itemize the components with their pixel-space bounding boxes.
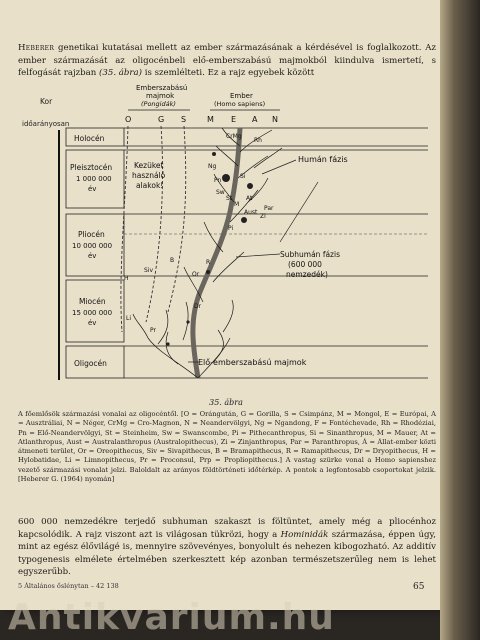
time-scale-label: időarányosan: [22, 120, 70, 128]
body-text-2: származása, éppen úgy, mint az egész élővilágé is, mennyire szövevényes, bonyolult és nehezen kibogozható. Az additív typogenesis elmélete értelmében szerkesztett kép azonban természetszerűleg nem is lehet egyszerűbb.: [18, 529, 436, 578]
epoch-holocene: Holocén: [74, 134, 105, 143]
node-label-si: Si: [240, 173, 246, 180]
node-label-b: B: [170, 257, 175, 264]
epoch-miocene: Miocén: [79, 297, 106, 306]
letter-e: E: [231, 115, 237, 124]
epoch-pleistocene: Pleisztocén: [70, 163, 113, 172]
phylogeny-figure: [18, 82, 438, 402]
epoch-miocene-unit: év: [88, 319, 97, 327]
node-label-pi: Pi: [228, 225, 234, 232]
tree-dots: [166, 152, 253, 346]
epoch-pleistocene-unit: év: [88, 185, 97, 193]
node-label-ng: Ng: [208, 163, 217, 170]
epoch-pliocene: Pliocén: [78, 230, 105, 239]
node-label-li: Li: [126, 315, 132, 322]
epoch-pliocene-years: 10 000 000: [72, 242, 113, 250]
intro-text-1: genetikai kutatásai mellett az ember származásának a kérdésével is foglalkozott. Az ember származását az oligocénbeli elő-emberszabású majmokból kiindulva ismertetí, s felfogását rajzban: [18, 43, 436, 79]
letter-o: O: [125, 115, 132, 124]
figure-caption: A főemlősök származási vonalai az oligocéntől. [O = Orángután, G = Gorilla, S = Csimpánz, M = Mongol, E = Európai, A = Ausztráliai, N = Néger, CrMg = Cro-Magnon, N = Neandervölgyi, Ng = Ngandong, F = Fontéchevade, Rh = Rhodéziai, Pn = Elő-Neandervölgyi, St = Steinheim, Sw = Swanscombe, Pi = Pithecanthropus, Si = Sinanthropus, M = Mauer, At = Atlanthropus, Aust = Australanthropus (Australopithecus), Zi = Zinjanthropus, Par = Paranthropus, Á = Állat-ember közti átmeneti terület, Or = Oreopithecus, Siv = Sivapithecus, B = Bramapithecus, R = Ramapithecus, Dr = Dryopithecus, H = Hylobatidae, Li = Limnopithecus, Pr = Proconsul, Prp = Propliopithecus.] A vastag szürke vonal a Homo sapienshez vezető származási vonalat jelzi. Baloldalt az arányos földtörténeti időtérkép. A pontok a legfontosabb csoportokat jelzik. [Heberer G. (1964) nyomán]: [18, 410, 436, 484]
node-label-rh: Rh: [254, 137, 262, 144]
subhuman-label-1: Subhumán fázis: [280, 250, 340, 259]
body-text-1: 600 000 nemzedékre terjedő subhuman szakaszt is föltüntet, amely még a pliocénhoz kapcsolódik. A rajz viszont azt is világosan tükrözi, hogy a: [18, 517, 436, 540]
node-label-aust: Aust: [244, 209, 258, 216]
letter-a: A: [252, 115, 258, 124]
node-label-r: R: [206, 259, 211, 266]
period-lines: [124, 128, 428, 378]
human-phase-arrow: [262, 160, 296, 174]
intro-text-2: is szemlélteti. Ez a rajz egyebek között: [142, 68, 315, 79]
letter-m: M: [207, 115, 214, 124]
node-label-or: Or: [192, 271, 200, 278]
epoch-pliocene-unit: év: [88, 252, 97, 260]
subhuman-arrow-2: [236, 254, 280, 257]
subhuman-arrow-1: [280, 182, 318, 242]
node-label-st: St: [226, 195, 233, 202]
subhuman-label-3: nemzedék): [286, 270, 328, 279]
node-label-h: H: [124, 275, 129, 282]
apes-label-2: majmok: [146, 92, 175, 100]
hominidak-term: Hominidák: [280, 529, 329, 540]
subhuman-label-2: (600 000: [288, 260, 322, 269]
kor-label: Kor: [40, 97, 53, 106]
tool-label-3: alakok!: [136, 181, 164, 190]
watermark: Antikvarium.hu: [8, 597, 335, 638]
epoch-pleistocene-years: 1 000 000: [76, 175, 112, 183]
node-label-pr: Pr: [150, 327, 156, 334]
tool-label-2: használó: [132, 171, 166, 180]
letter-n: N: [272, 115, 278, 124]
main-lineage: [193, 128, 240, 378]
intro-paragraph: [18, 42, 436, 80]
footer-signature: 5 Általános őslénytan – 42 138: [18, 582, 119, 590]
human-phase-label: Humán fázis: [298, 155, 348, 164]
epoch-miocene-years: 15 000 000: [72, 309, 113, 317]
letter-g: G: [158, 115, 165, 124]
node-label-pn: Pn: [214, 177, 222, 184]
proto-apes-label: Elő-emberszabású majmok: [198, 358, 307, 367]
node-label-at: At: [246, 195, 253, 202]
node-label-crmg: CrMg: [226, 133, 242, 140]
node-label-dr: Dr: [194, 303, 202, 310]
page-edge-shadow: [440, 0, 480, 640]
node-label-m: M: [234, 201, 240, 208]
man-label-2: (Homo sapiens): [214, 100, 266, 108]
apes-label-3: (Pongidák): [141, 100, 176, 108]
node-label-par: Par: [264, 205, 274, 212]
ape-lineages: [121, 126, 186, 332]
figure-reference: (35. ábra): [99, 68, 142, 79]
node-label-sw: Sw: [216, 189, 225, 196]
author-name: Heberer: [18, 43, 55, 53]
tool-label-1: Kezüket: [134, 161, 164, 170]
time-scale-bar-inner: [60, 130, 63, 380]
figure-number: 35. ábra: [209, 398, 243, 407]
letter-s: S: [181, 115, 187, 124]
body-paragraph: [18, 516, 436, 579]
page-number: 65: [413, 582, 425, 592]
node-label-siv: Siv: [144, 267, 154, 274]
man-label: Ember: [230, 92, 253, 100]
apes-label: Emberszabású: [136, 84, 188, 92]
epoch-oligocene: Oligocén: [74, 359, 107, 368]
node-label-zi: Zi: [260, 213, 266, 220]
